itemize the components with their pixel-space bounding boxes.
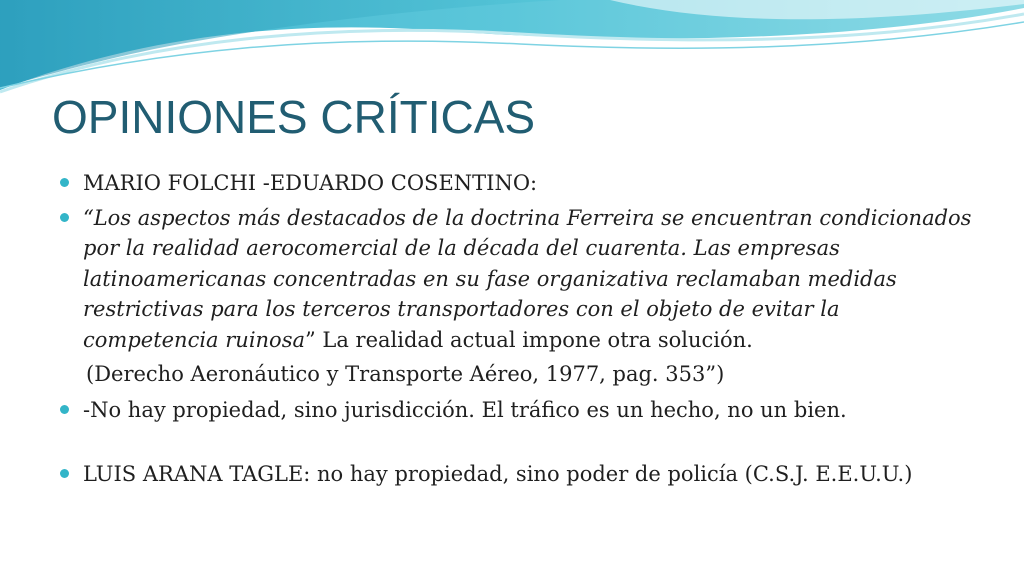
- bullet-text: MARIO FOLCHI -EDUARDO COSENTINO:: [83, 171, 538, 195]
- bullet-dot-icon: [60, 405, 69, 414]
- bullet-jurisdiction: [60, 395, 980, 426]
- bullet-dot-icon: [60, 178, 69, 187]
- spacer: [60, 429, 980, 459]
- quote-italic-text: “Los aspectos más destacados de la doctrina Ferreira se encuentran condicionados por la realidad aerocomercial de la década del cuarenta. Las empresas latinoamericanas concentradas en su fase organizativa reclamaban medidas restrictivas para los terceros transportadores con el objeto de evitar la competencia ruinosa: [83, 205, 972, 352]
- bullet-quote: [60, 203, 980, 356]
- header-wave-decoration: [0, 0, 1024, 100]
- bullet-dot-icon: [60, 213, 69, 222]
- quote-conclusion-text: ” La realidad actual impone otra solución.: [305, 327, 753, 352]
- bullet-dot-icon: [60, 469, 69, 478]
- bullet-authors-folchi-cosentino: [60, 168, 980, 199]
- bullet-text: -No hay propiedad, sino jurisdicción. El tráfico es un hecho, no un bien.: [83, 397, 847, 422]
- slide-title: OPINIONES CRÍTICAS: [52, 91, 536, 143]
- source-citation: (Derecho Aeronáutico y Transporte Aéreo, 1977, pag. 353”): [86, 362, 725, 386]
- slide-body: [60, 168, 980, 494]
- bullet-arana-tagle: [60, 459, 980, 490]
- bullet-text: LUIS ARANA TAGLE: no hay propiedad, sino poder de policía (C.S.J. E.E.U.U.): [83, 462, 913, 486]
